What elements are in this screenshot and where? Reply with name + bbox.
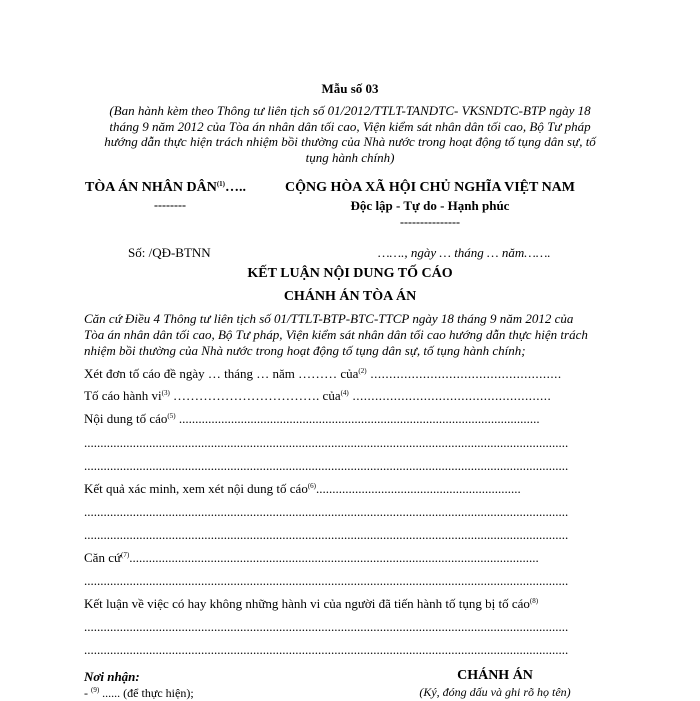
content-fill-line[interactable]: ............................................................................................................... [175,411,540,426]
legal-basis-line: Tòa án nhân dân tối cao, Bộ Tư pháp, Viện kiểm sát nhân dân tối cao hướng dẫn thực hiện trách [84,327,588,342]
review-label: Xét đơn tố cáo đề ngày … tháng … năm ……… của [84,366,359,381]
recipient-item [84,686,194,701]
result-footnote: (6) [307,482,317,490]
recipient-footnote: (9) [91,686,100,694]
conclusion-field [84,596,538,612]
content-blank-line[interactable]: ..................................................................................................................................................... [84,458,569,473]
form-number: Mẫu số 03 [321,81,379,96]
grounds-fill-line[interactable]: .............................................................................................................................. [129,550,539,565]
national-motto: Độc lập - Tự do - Hạnh phúc [350,198,510,213]
review-fill-line[interactable]: ................................................... [366,366,562,381]
signature-note: (Ký, đóng dấu và ghi rõ họ tên) [419,685,571,699]
grounds-blank-line[interactable]: ..................................................................................................................................................... [84,573,569,588]
result-field [84,481,521,497]
act-footnote-2: (4) [340,389,349,397]
nation-name: CỘNG HÒA XÃ HỘI CHỦ NGHĨA VIỆT NAM [284,180,575,195]
review-field [84,366,562,382]
court-label: TÒA ÁN NHÂN DÂN [85,180,217,195]
legal-basis-line: Căn cứ Điều 4 Thông tư liên tịch số 01/TTLT-BTP-BTC-TTCP ngày 18 tháng 9 năm 2012 của [84,311,574,326]
recipient-bullet: - [84,686,91,700]
recipient-text: ...... (để thực hiện); [99,686,194,700]
act-field [84,388,551,404]
content-field [84,411,540,427]
result-blank-line[interactable]: ..................................................................................................................................................... [84,527,569,542]
decision-number: Số: /QĐ-BTNN [128,245,211,260]
act-label: Tố cáo hành vi [84,388,162,403]
grounds-field [84,550,539,566]
content-blank-line[interactable]: ..................................................................................................................................................... [84,435,569,450]
result-fill-line[interactable]: ............................................................... [316,481,521,496]
legal-basis-line: nhiệm bồi thường của Nhà nước trong hoạt động tố tụng dân sự, tố tụng hành chính; [84,343,526,358]
legal-basis [84,311,588,359]
grounds-footnote: (7) [121,551,130,559]
conclusion-label: Kết luận về việc có hay không những hành vi của người đã tiến hành tố tụng bị tố cáo [84,596,530,611]
motto-underline: --------------- [400,215,460,229]
review-footnote: (2) [358,367,367,375]
act-target-fill-line[interactable]: ..................................................... [348,388,552,403]
issuer-title: CHÁNH ÁN TÒA ÁN [283,289,417,304]
document-title: KẾT LUẬN NỘI DUNG TỐ CÁO [247,266,453,281]
issued-by-line: (Ban hành kèm theo Thông tư liên tịch số 01/2012/TTLT-TANDTC- VKSNDTC-BTP ngày 18 [109,103,591,118]
act-footnote: (3) [161,389,170,397]
court-underline: -------- [154,198,186,212]
grounds-label: Căn cứ [84,550,122,565]
act-fill-line[interactable]: ……………………………. của [169,388,341,403]
court-name [85,180,246,196]
issued-by-line: tháng 9 năm 2012 của Tòa án nhân dân tối cao, Viện kiểm sát nhân dân tối cao, Bộ Tư pháp [109,118,591,134]
content-footnote: (5) [167,412,176,420]
signer-title: CHÁNH ÁN [457,668,533,683]
conclusion-footnote: (8) [529,597,539,605]
content-label: Nội dung tố cáo [84,411,168,426]
court-dots: ….. [225,180,247,195]
result-blank-line[interactable]: ..................................................................................................................................................... [84,504,569,519]
court-footnote: (1) [216,180,226,188]
conclusion-blank-line[interactable]: ..................................................................................................................................................... [84,642,569,657]
issued-by-note [0,103,700,165]
recipients-label: Nơi nhận: [84,669,140,684]
result-label: Kết quả xác minh, xem xét nội dung tố cáo [84,481,308,496]
conclusion-blank-line[interactable]: ..................................................................................................................................................... [84,619,569,634]
issued-by-line: hướng dẫn thực hiện trách nhiệm bồi thường của Nhà nước trong hoạt động tố tụng dân sự, tố [104,134,596,149]
place-date: ……., ngày … tháng … năm……. [378,245,551,260]
issued-by-line: tụng hành chính) [305,149,395,165]
